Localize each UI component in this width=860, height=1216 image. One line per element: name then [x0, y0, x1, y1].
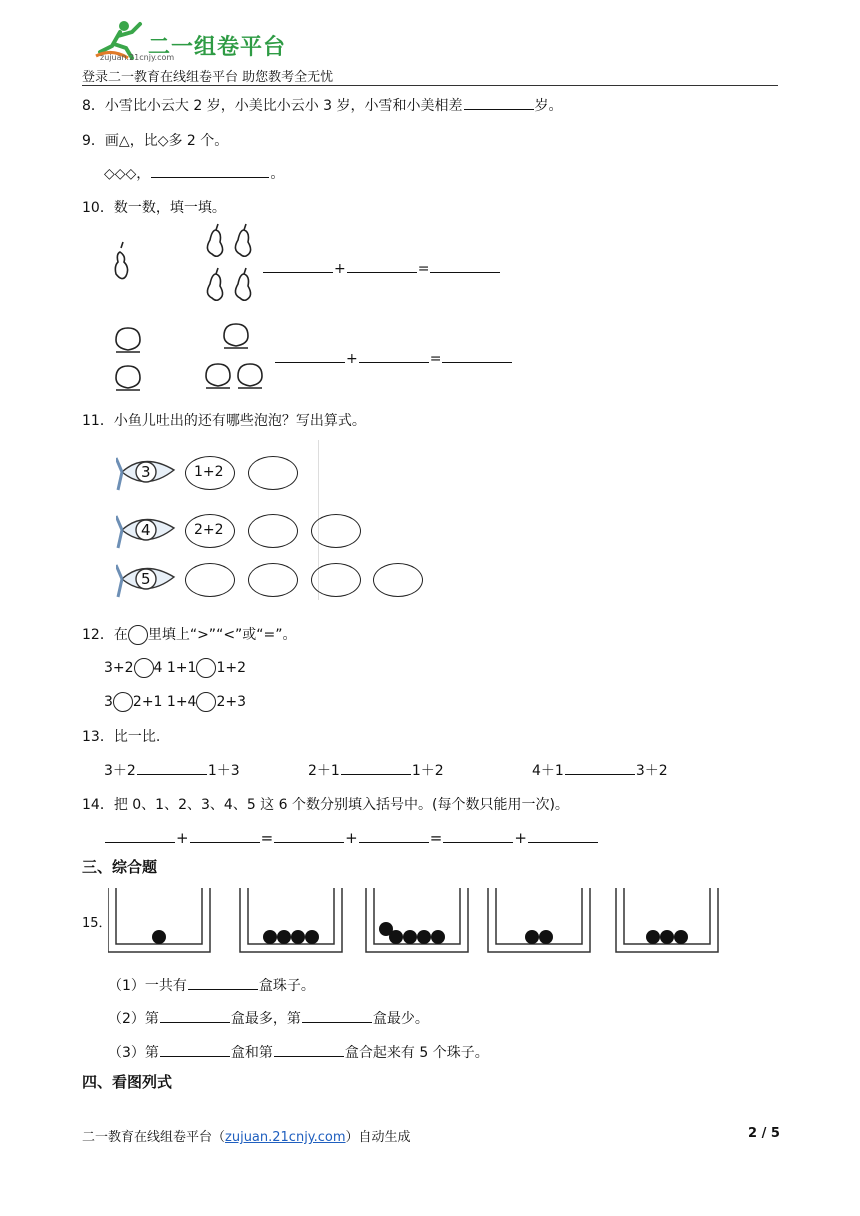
question-text: 里填上“>”“<”或“=”。 — [147, 627, 297, 643]
bead-box — [366, 888, 468, 952]
answer-blank[interactable] — [137, 760, 207, 775]
pear-icon — [207, 224, 222, 256]
question-number: 14． — [82, 797, 114, 813]
plus-sign: + — [346, 351, 358, 367]
plus-sign: + — [334, 261, 346, 277]
expr: 2＋1 — [308, 763, 340, 779]
plus-sign: + — [176, 829, 189, 847]
bead — [660, 930, 674, 944]
bead — [263, 930, 277, 944]
section-title: 三、综合题 — [82, 858, 158, 876]
diamonds-text: ◇◇◇， — [104, 166, 151, 182]
q12-row-1 — [104, 658, 246, 678]
bead — [525, 930, 539, 944]
bead-box — [616, 888, 718, 952]
sub-text: 盒合起来有 5 个珠子。 — [344, 1045, 489, 1061]
header-rule — [82, 85, 778, 86]
question-number: 15． — [82, 916, 112, 931]
sub-text: （1）一共有 — [108, 978, 187, 994]
question-12 — [82, 624, 297, 645]
bead — [379, 922, 393, 936]
answer-blank[interactable] — [359, 828, 429, 843]
peach-icon — [238, 364, 262, 388]
bead — [539, 930, 553, 944]
page-number: 2 / 5 — [748, 1126, 780, 1141]
q15-sub-2 — [108, 1008, 429, 1028]
answer-blank[interactable] — [188, 975, 258, 990]
question-text-suffix: 岁。 — [534, 98, 563, 114]
answer-blank[interactable] — [190, 828, 260, 843]
q13-item — [532, 760, 668, 780]
question-9-line — [104, 163, 284, 183]
question-text: 数一数，填一填。 — [113, 200, 226, 216]
expr: 3＋2 — [104, 763, 136, 779]
answer-blank[interactable] — [263, 258, 333, 273]
equals-sign: = — [429, 351, 442, 367]
bubble-blank[interactable] — [185, 563, 235, 597]
bubble-blank[interactable] — [248, 456, 298, 490]
expr: 3 — [104, 694, 113, 710]
logo-subtext: zujuan.21cnjy.com — [100, 53, 175, 62]
q10-equation-1 — [262, 258, 501, 277]
question-text: 小鱼儿吐出的还有哪些泡泡？写出算式。 — [113, 413, 366, 429]
bubble-blank[interactable] — [311, 563, 361, 597]
answer-blank[interactable] — [442, 348, 512, 363]
compare-circle[interactable] — [134, 658, 154, 678]
bubble-text: 2+2 — [194, 522, 224, 538]
expr: 2+1 1+4 — [132, 694, 197, 710]
sub-text: 盒最少。 — [372, 1011, 429, 1027]
fish-number: 4 — [141, 521, 151, 539]
answer-blank[interactable] — [274, 1042, 344, 1057]
q13-item — [308, 760, 444, 780]
logo-title: 二一组卷平台 — [148, 35, 287, 60]
expr: 4＋1 — [532, 763, 564, 779]
q10-fruit-pictures — [100, 222, 270, 397]
equals-sign: = — [429, 829, 443, 847]
question-text: 比一比. — [113, 729, 161, 745]
answer-blank[interactable] — [528, 828, 598, 843]
answer-blank[interactable] — [151, 163, 269, 178]
bead-box — [108, 888, 210, 952]
question-14 — [82, 794, 569, 814]
expr: 2+3 — [216, 694, 247, 710]
answer-blank[interactable] — [359, 348, 429, 363]
answer-blank[interactable] — [274, 828, 344, 843]
bubble-blank[interactable] — [248, 514, 298, 548]
answer-blank[interactable] — [160, 1008, 230, 1023]
bead — [417, 930, 431, 944]
question-number: 13． — [82, 729, 114, 745]
fish-number: 5 — [141, 570, 151, 588]
bead-box — [488, 888, 590, 952]
q15-sub-3 — [108, 1042, 489, 1062]
bead — [403, 930, 417, 944]
compare-circle[interactable] — [113, 692, 133, 712]
bubble-blank[interactable] — [311, 514, 361, 548]
bead-box — [240, 888, 342, 952]
header-tagline: 登录二一教育在线组卷平台 助您教考全无忧 — [82, 70, 334, 85]
answer-blank[interactable] — [430, 258, 500, 273]
sub-text: 盒珠子。 — [258, 978, 315, 994]
sub-text: （3）第 — [108, 1045, 159, 1061]
bead — [277, 930, 291, 944]
expr: 4 1+1 — [153, 660, 197, 676]
peach-icon — [116, 328, 140, 352]
pear-icon — [207, 268, 222, 300]
answer-blank[interactable] — [160, 1042, 230, 1057]
sub-text: 盒和第 — [230, 1045, 273, 1061]
bead — [305, 930, 319, 944]
footer-text: ）自动生成 — [345, 1130, 411, 1145]
question-text: 小雪比小云大 2 岁，小美比小云小 3 岁，小雪和小美相差 — [104, 98, 463, 114]
q10-equation-2 — [274, 348, 513, 367]
question-number: 9． — [82, 133, 105, 149]
footer-link[interactable]: zujuan.21cnjy.com — [225, 1130, 346, 1145]
q12-row-2 — [104, 692, 246, 712]
compare-circle[interactable] — [196, 692, 216, 712]
answer-blank[interactable] — [443, 828, 513, 843]
bubble-blank[interactable] — [248, 563, 298, 597]
pear-icon — [235, 268, 250, 300]
peach-icon — [206, 364, 230, 388]
answer-blank[interactable] — [341, 760, 411, 775]
sub-text: 盒最多，第 — [230, 1011, 301, 1027]
answer-blank[interactable] — [565, 760, 635, 775]
circle-icon — [128, 625, 148, 645]
q15-sub-1 — [108, 975, 315, 995]
bead — [674, 930, 688, 944]
fish-number: 3 — [141, 463, 151, 481]
bead-boxes — [108, 884, 728, 956]
question-13 — [82, 726, 160, 746]
peach-icon — [224, 324, 248, 348]
expr: 1＋3 — [207, 763, 240, 779]
bead — [646, 930, 660, 944]
question-text: 画△，比◇多 2 个。 — [104, 133, 229, 149]
bubble-text: 1+2 — [194, 464, 224, 480]
q13-item — [104, 760, 240, 780]
answer-blank[interactable] — [105, 828, 175, 843]
plus-sign: + — [345, 829, 358, 847]
question-text: 把 0、1、2、3、4、5 这 6 个数分别填入括号中。(每个数只能用一次)。 — [113, 797, 569, 813]
answer-blank[interactable] — [275, 348, 345, 363]
plus-sign: + — [514, 829, 527, 847]
compare-circle[interactable] — [196, 658, 216, 678]
bubble-blank[interactable] — [373, 563, 423, 597]
question-9 — [82, 130, 228, 150]
q14-equation — [104, 828, 599, 847]
expr: 1＋2 — [411, 763, 444, 779]
answer-blank[interactable] — [347, 258, 417, 273]
expr: 1+2 — [216, 660, 246, 676]
footer-source — [82, 1126, 411, 1145]
question-text: 在 — [113, 627, 128, 643]
peach-icon — [116, 366, 140, 390]
question-number: 11． — [82, 413, 114, 429]
expr: 3＋2 — [635, 763, 668, 779]
section-title: 四、看图列式 — [82, 1073, 173, 1091]
question-8 — [82, 95, 563, 115]
bead — [431, 930, 445, 944]
expr: 3+2 — [104, 660, 134, 676]
answer-blank[interactable] — [464, 95, 534, 110]
punctuation: 。 — [270, 166, 285, 182]
question-number: 10． — [82, 200, 114, 216]
question-number: 12． — [82, 627, 114, 643]
footer-text: 二一教育在线组卷平台（ — [82, 1130, 226, 1145]
answer-blank[interactable] — [302, 1008, 372, 1023]
bead — [152, 930, 166, 944]
equals-sign: = — [417, 261, 430, 277]
equals-sign: = — [260, 829, 274, 847]
bead — [291, 930, 305, 944]
question-number: 8． — [82, 98, 105, 114]
pear-icon — [235, 224, 250, 256]
sub-text: （2）第 — [108, 1011, 159, 1027]
question-10 — [82, 197, 226, 217]
pear-icon — [115, 242, 127, 279]
question-11 — [82, 410, 366, 430]
